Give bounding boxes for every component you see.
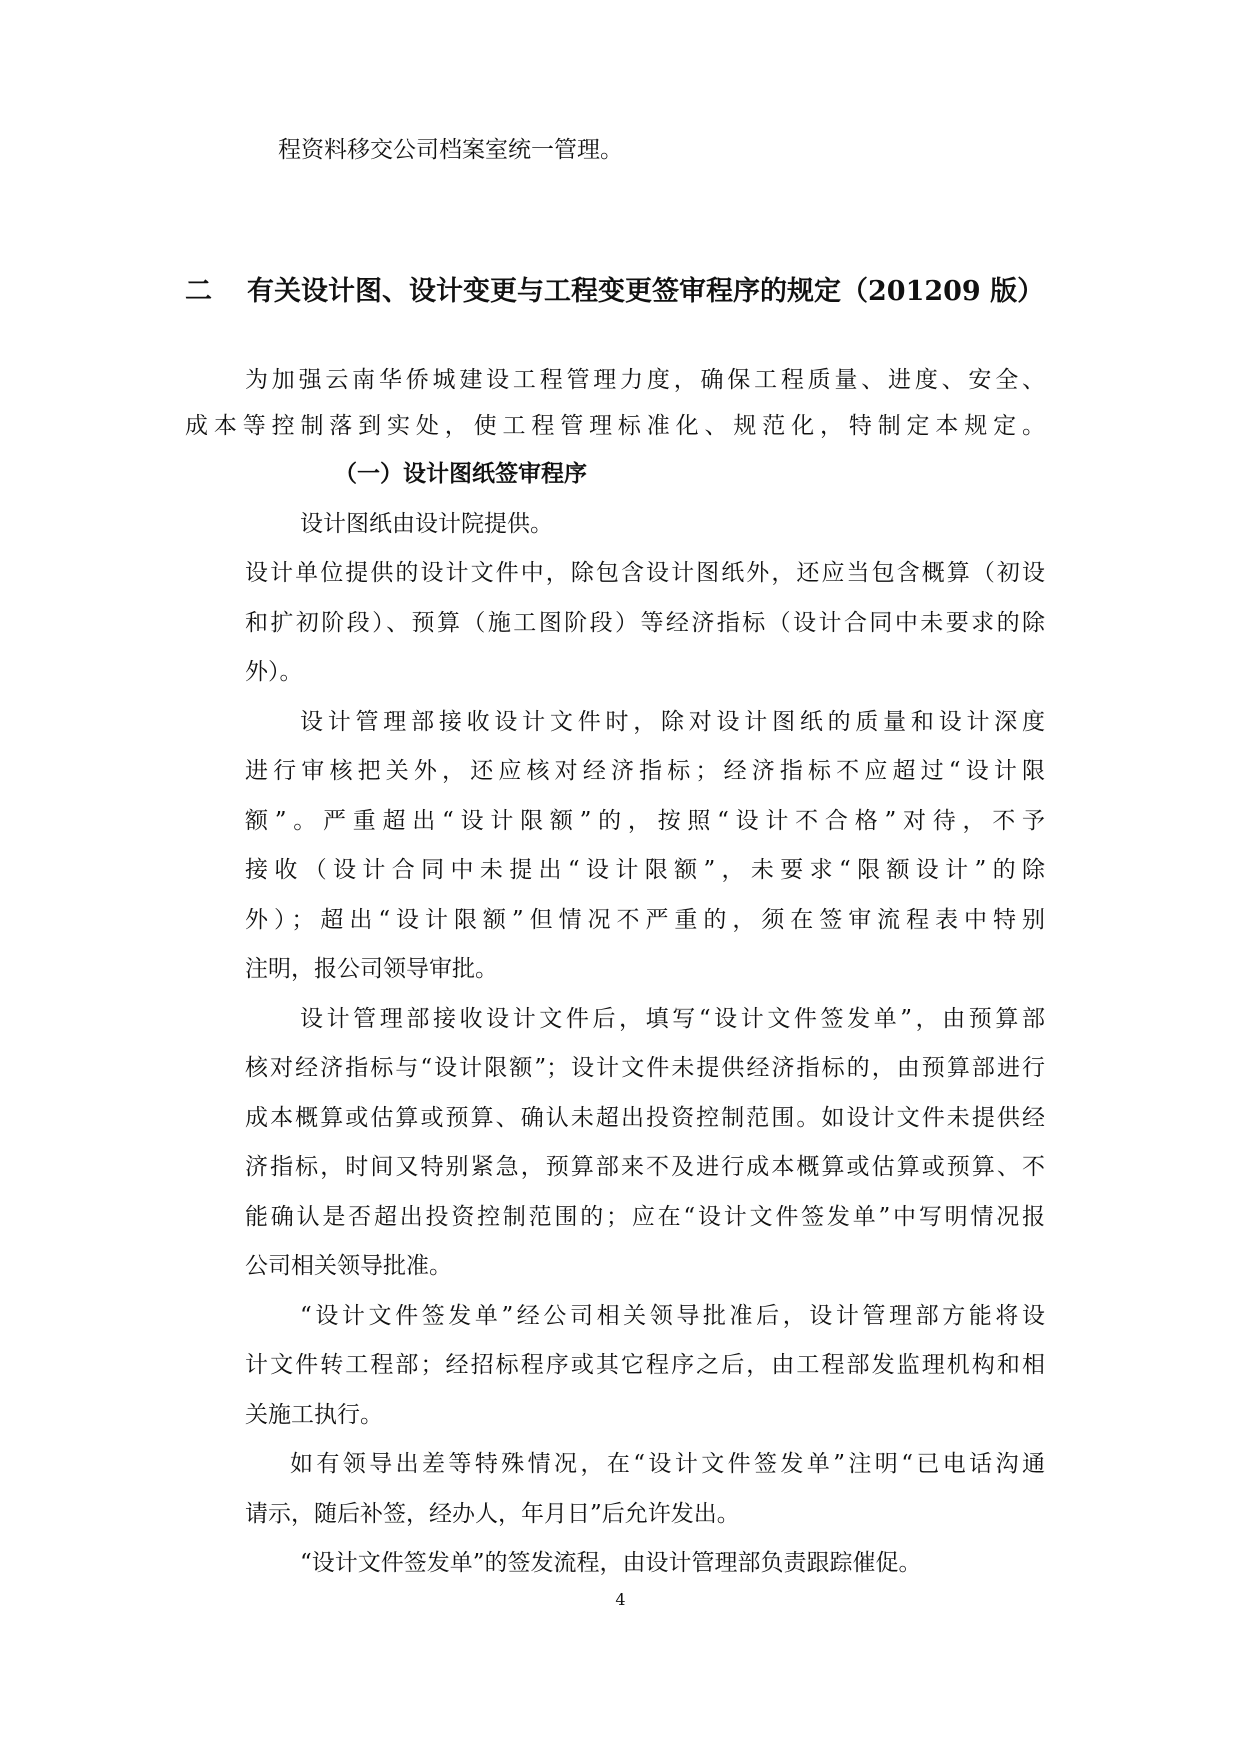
body-line: 计文件转工程部；经招标程序或其它程序之后，由工程部发监理机构和相 xyxy=(245,1352,1045,1378)
page-number: 4 xyxy=(615,1590,626,1609)
body-line: 设计管理部接收设计文件时，除对设计图纸的质量和设计深度 xyxy=(300,709,1045,735)
section-title: 有关设计图、设计变更与工程变更签审程序的规定（201209 版） xyxy=(247,276,1045,307)
intro-line-2: 成本等控制落到实处，使工程管理标准化、规范化，特制定本规定。 xyxy=(185,413,1045,439)
body-line: 核对经济指标与“设计限额”；设计文件未提供经济指标的，由预算部进行 xyxy=(245,1055,1045,1081)
body-line: 外）。 xyxy=(245,659,303,685)
body-line: “设计文件签发单”经公司相关领导批准后，设计管理部方能将设 xyxy=(300,1303,1045,1329)
body-line: 额”。严重超出“设计限额”的，按照“设计不合格”对待，不予 xyxy=(245,808,1045,834)
body-line: 设计单位提供的设计文件中，除包含设计图纸外，还应当包含概算（初设 xyxy=(245,560,1045,586)
body-line: 关施工执行。 xyxy=(245,1402,383,1428)
body-line: 外）；超出“设计限额”但情况不严重的，须在签审流程表中特别 xyxy=(245,907,1045,933)
body-line: 如有领导出差等特殊情况，在“设计文件签发单”注明“已电话沟通 xyxy=(290,1451,1045,1477)
body-line: 公司相关领导批准。 xyxy=(245,1253,452,1279)
intro-line-1: 为加强云南华侨城建设工程管理力度，确保工程质量、进度、安全、 xyxy=(245,367,1045,393)
section-number: 二 xyxy=(185,276,212,307)
body-line: 济指标，时间又特别紧急，预算部来不及进行成本概算或估算或预算、不 xyxy=(245,1154,1045,1180)
body-line: 注明，报公司领导审批。 xyxy=(245,956,498,982)
body-line: 和扩初阶段）、预算（施工图阶段）等经济指标（设计合同中未要求的除 xyxy=(245,610,1045,636)
section-heading xyxy=(185,274,1055,310)
body-line: 设计管理部接收设计文件后，填写“设计文件签发单”，由预算部 xyxy=(300,1006,1045,1032)
top-line: 程资料移交公司档案室统一管理。 xyxy=(278,137,623,163)
body-line: 能确认是否超出投资控制范围的；应在“设计文件签发单”中写明情况报 xyxy=(245,1204,1045,1230)
subsection-heading: （一）设计图纸签审程序 xyxy=(334,460,587,487)
body-line: 请示，随后补签，经办人，年月日”后允许发出。 xyxy=(245,1501,740,1527)
body-line: “设计文件签发单”的签发流程，由设计管理部负责跟踪催促。 xyxy=(300,1550,922,1576)
body-line: 进行审核把关外，还应核对经济指标；经济指标不应超过“设计限 xyxy=(245,758,1045,784)
body-line: 成本概算或估算或预算、确认未超出投资控制范围。如设计文件未提供经 xyxy=(245,1105,1045,1131)
body-line: 接收（设计合同中未提出“设计限额”，未要求“限额设计”的除 xyxy=(245,857,1045,883)
body-line: 设计图纸由设计院提供。 xyxy=(300,511,553,537)
